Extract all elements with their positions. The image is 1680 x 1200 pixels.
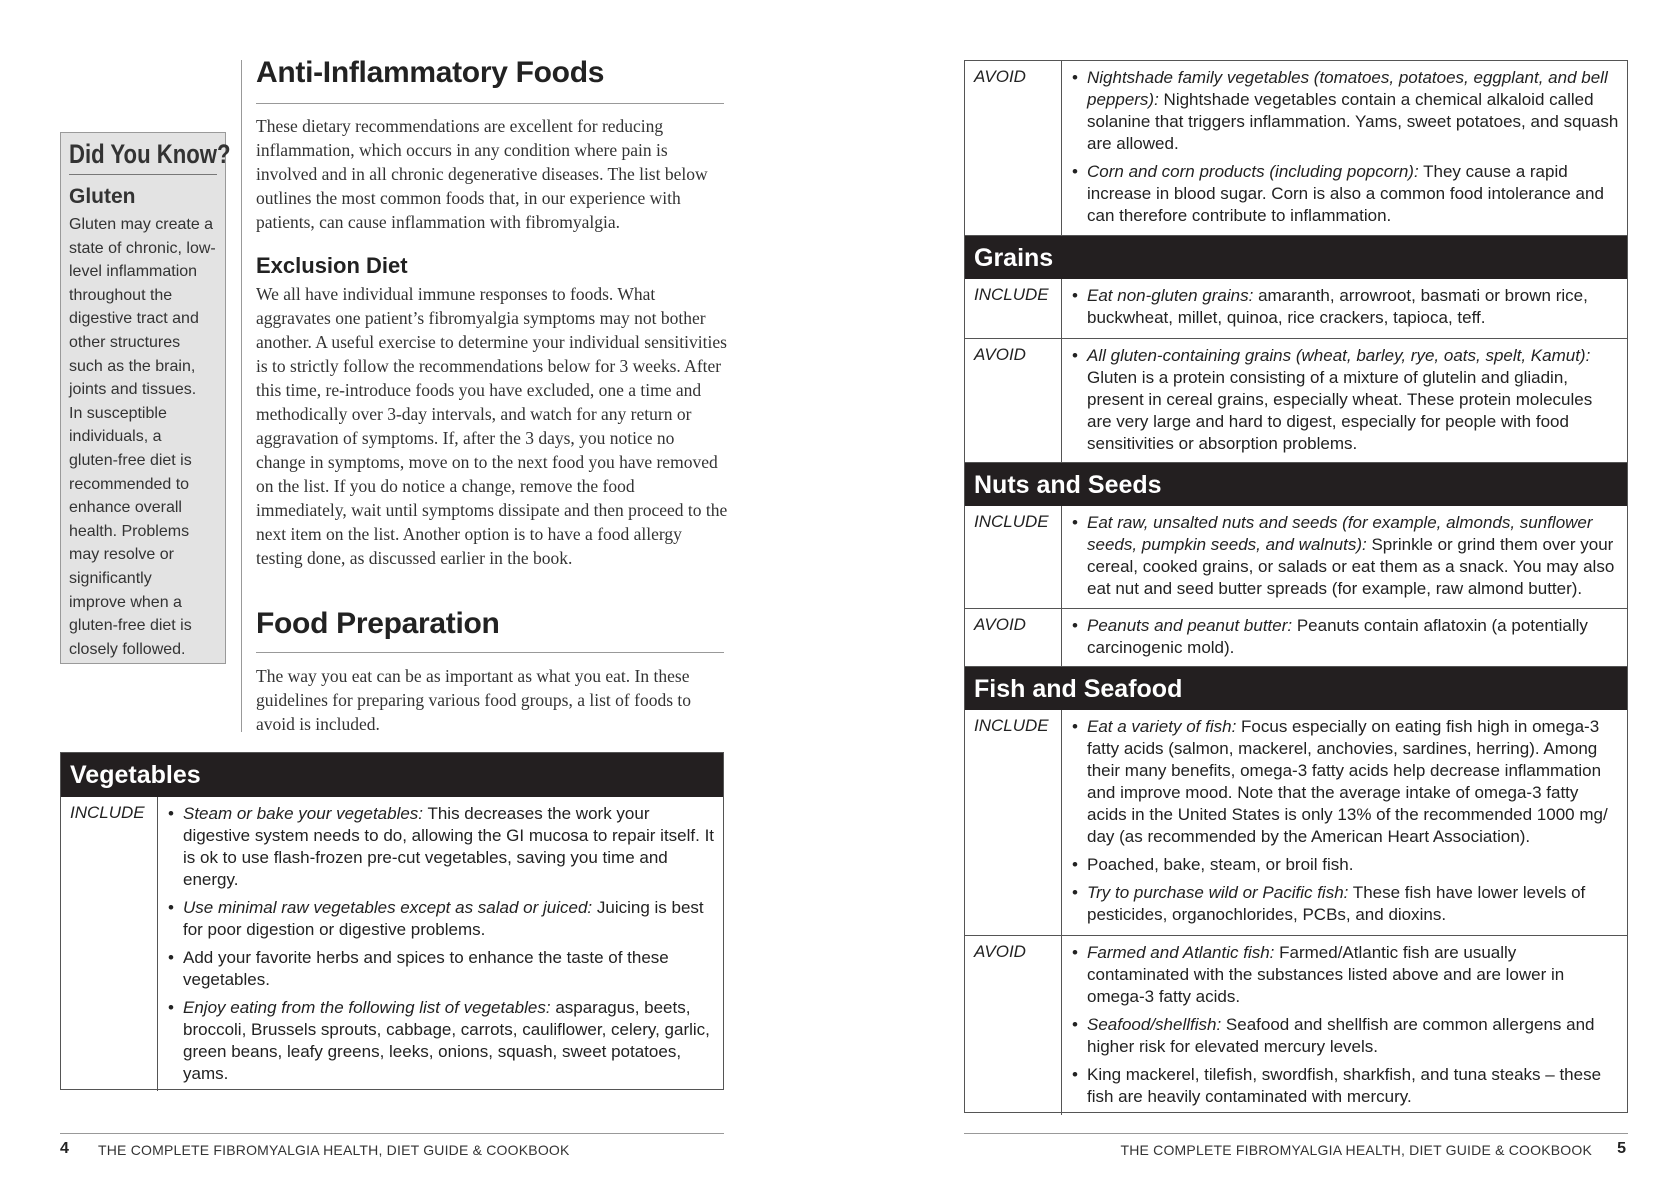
- grains-header: Grains: [965, 235, 1627, 279]
- include-label: INCLUDE: [965, 710, 1062, 935]
- vegetables-header: Vegetables: [61, 753, 723, 797]
- list-item: • Eat non-gluten grains: amaranth, arrowroot, basmati or brown rice, buckwheat, millet, quinoa, rice crackers, tapioca, teff.: [1072, 285, 1619, 329]
- page-number-left: 4: [60, 1140, 69, 1157]
- footer-rule-left: [60, 1133, 724, 1134]
- running-title-left: THE COMPLETE FIBROMYALGIA HEALTH, DIET GUIDE & COOKBOOK: [98, 1142, 570, 1158]
- heading-rule: [256, 103, 724, 104]
- avoid-list: [1062, 339, 1627, 462]
- table-row: [965, 935, 1627, 1115]
- heading-food-preparation: Food Preparation: [256, 607, 500, 640]
- table-row: [965, 279, 1627, 338]
- running-title-right: THE COMPLETE FIBROMYALGIA HEALTH, DIET GUIDE & COOKBOOK: [1120, 1142, 1592, 1158]
- did-you-know-sidebar: [60, 132, 231, 664]
- sidebar-divider: [69, 174, 217, 175]
- page-number-right: 5: [1617, 1140, 1626, 1157]
- sidebar-subtitle: Gluten: [69, 185, 136, 208]
- sidebar-title: Did You Know?: [69, 139, 231, 169]
- vegetables-table: [60, 752, 724, 1090]
- list-item: • King mackerel, tilefish, swordfish, sharkfish, and tuna steaks – these fish are heavily contaminated with mercury.: [1072, 1064, 1619, 1108]
- include-label: INCLUDE: [61, 797, 158, 1091]
- list-item: • Poached, bake, steam, or broil fish.: [1072, 854, 1619, 876]
- include-label: INCLUDE: [965, 279, 1062, 338]
- footer-rule-right: [964, 1133, 1628, 1134]
- list-item: • Eat raw, unsalted nuts and seeds (for example, almonds, sunflower seeds, pumpkin seeds, and walnuts): Sprinkle or grind them over your cereal, cooked grains, or salads or eat them as a snack. You may also eat nut and seed butter spreads (for example, raw almond butter).: [1072, 512, 1619, 600]
- include-list: [158, 797, 723, 1091]
- table-row: [965, 710, 1627, 935]
- list-item: • Steam or bake your vegetables: This decreases the work your digestive system needs to do, allowing the GI mucosa to repair itself. It is ok to use flash-frozen pre-cut vegetables, saving you time and energy.: [168, 803, 715, 891]
- list-item: • Eat a variety of fish: Focus especially on eating fish high in omega-3 fatty acids (salmon, mackerel, anchovies, sardines, herring). Among their many benefits, omega-3 fatty acids help decrease inflammation and improve mood. Note that the average intake of omega-3 fatty acids in the United States is only 13% of the recommended 1000 mg/ day (as recommended by the American Heart Association).: [1072, 716, 1619, 848]
- list-item: • Nightshade family vegetables (tomatoes, potatoes, eggplant, and bell peppers): Nightshade vegetables contain a chemical alkaloid called solanine that triggers inflammation. Yams, sweet potatoes, and squash are allowed.: [1072, 67, 1619, 155]
- include-label: INCLUDE: [965, 506, 1062, 608]
- avoid-label: AVOID: [965, 339, 1062, 462]
- nuts-header: Nuts and Seeds: [965, 462, 1627, 506]
- list-item: • Add your favorite herbs and spices to enhance the taste of these vegetables.: [168, 947, 715, 991]
- include-list: [1062, 279, 1627, 338]
- avoid-list: [1062, 609, 1627, 666]
- list-item: • Use minimal raw vegetables except as salad or juiced: Juicing is best for poor digestion or digestive problems.: [168, 897, 715, 941]
- table-row: [965, 608, 1627, 666]
- table-row: [965, 338, 1627, 462]
- list-item: • All gluten-containing grains (wheat, barley, rye, oats, spelt, Kamut): Gluten is a protein consisting of a mixture of glutelin and gliadin, present in cereal grains, especially wheat. These protein molecules are very large and hard to digest, especially for people with food sensitivities or absorption problems.: [1072, 345, 1619, 455]
- heading-rule: [256, 652, 724, 653]
- column-divider: [241, 60, 242, 732]
- table-row: [965, 61, 1627, 235]
- avoid-label: AVOID: [965, 61, 1062, 235]
- sidebar-text: Gluten may create a state of chronic, low- level inflammation throughout the digestive tract and other structures such as the brain, joints and tissues. In susceptible individuals, a gluten-free diet is recommended to enhance overall health. Problems may resolve or significantly improve when a gluten-free diet is closely followed.: [69, 216, 216, 658]
- prep-paragraph: The way you eat can be as important as what you eat. In these guidelines for preparing various food groups, a list of foods to avoid is included.: [256, 666, 691, 734]
- list-item: • Peanuts and peanut butter: Peanuts contain aflatoxin (a potentially carcinogenic mold).: [1072, 615, 1619, 659]
- avoid-list: [1062, 61, 1627, 235]
- avoid-list: [1062, 936, 1627, 1115]
- food-table-continued: [964, 60, 1628, 1113]
- exclusion-paragraph: We all have individual immune responses to foods. What aggravates one patient’s fibromyalgia symptoms may not bother another. A useful exercise to determine your individual sensitivities is to strictly follow the recommendations below for 3 weeks. After this time, re-introduce foods you have excluded, one a time and methodically over 3-day intervals, and watch for any return or aggravation of symptoms. If, after the 3 days, you notice no change in symptoms, move on to the next food you have removed on the list. If you do notice a change, remove the food immediately, wait until symptoms dissipate and then proceed to the next item on the list. Another option is to have a food allergy testing done, as discussed earlier in the book.: [256, 284, 728, 568]
- fish-header: Fish and Seafood: [965, 666, 1627, 710]
- intro-paragraph: These dietary recommendations are excellent for reducing inflammation, which occurs in any condition where pain is involved and in all chronic degenerative diseases. The list below outlines the most common foods that, in our experience with patients, can cause inflammation with fibromyalgia.: [256, 116, 708, 232]
- avoid-label: AVOID: [965, 936, 1062, 1115]
- list-item: • Farmed and Atlantic fish: Farmed/Atlantic fish are usually contaminated with the substances listed above and are lower in omega-3 fatty acids.: [1072, 942, 1619, 1008]
- list-item: • Corn and corn products (including popcorn): They cause a rapid increase in blood sugar. Corn is also a common food intolerance and can therefore contribute to inflammation.: [1072, 161, 1619, 227]
- table-row: [965, 506, 1627, 608]
- list-item: • Try to purchase wild or Pacific fish: These fish have lower levels of pesticides, organochlorides, PCBs, and dioxins.: [1072, 882, 1619, 926]
- include-list: [1062, 710, 1627, 935]
- list-item: • Seafood/shellfish: Seafood and shellfish are common allergens and higher risk for elevated mercury levels.: [1072, 1014, 1619, 1058]
- table-row: [61, 797, 723, 1091]
- heading-exclusion-diet: Exclusion Diet: [256, 253, 408, 278]
- list-item: • Enjoy eating from the following list of vegetables: asparagus, beets, broccoli, Brussels sprouts, cabbage, carrots, cauliflower, celery, garlic, green beans, leafy greens, leeks, onions, squash, sweet potatoes, yams.: [168, 997, 715, 1085]
- heading-anti-inflammatory: Anti-Inflammatory Foods: [256, 56, 605, 89]
- avoid-label: AVOID: [965, 609, 1062, 666]
- include-list: [1062, 506, 1627, 608]
